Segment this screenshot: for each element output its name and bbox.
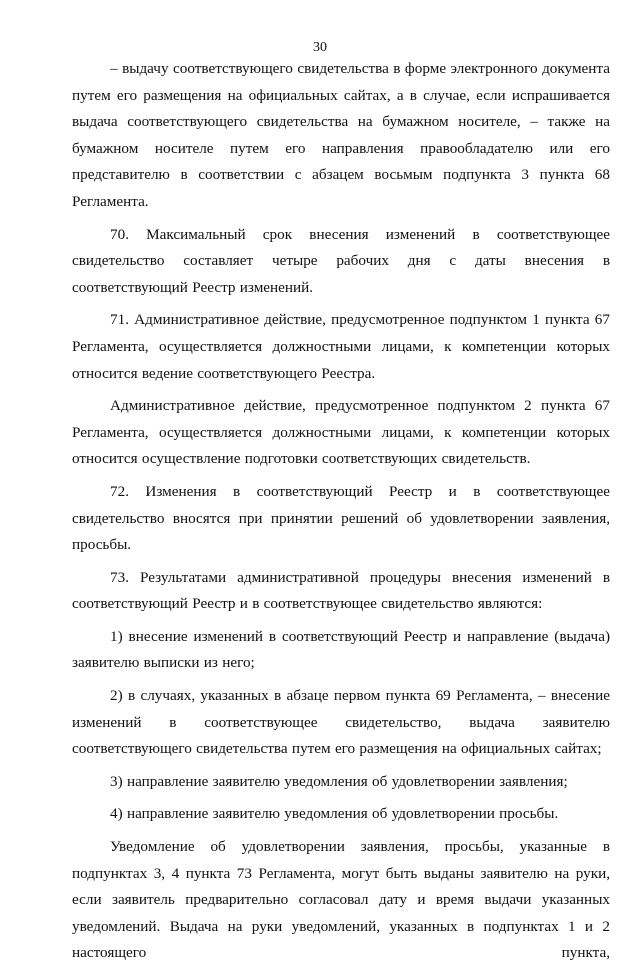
list-item-73-3: 3) направление заявителю уведомления об удовлетворении заявления; xyxy=(110,772,568,790)
list-item-73-2: 2) в случаях, указанных в абзаце первом пункта 69 Регламента, – внесение изменений в соответствующее свидетельство, выдача заявителю соответствующего свидетельства путем его размещения на официальных сайтах; xyxy=(72,687,610,758)
paragraph-issue-certificate: – выдачу соответствующего свидетельства в форме электронного документа путем его размещения на официальных сайтах, а в случае, если испрашивается выдача соответствующего свидетельства на бумажном носителе, – также на бумажном носителе путем его направления правообладателю или его представителю в соответствии с абзацем восьмым подпункта 3 пункта 68 Регламента. xyxy=(72,60,610,210)
paragraph-71: 71. Административное действие, предусмотренное подпунктом 1 пункта 67 Регламента, осуществляется должностными лицами, к компетенции которых относится ведение соответствующего Реестра. xyxy=(72,311,610,382)
paragraph-71-continued: Административное действие, предусмотренное подпунктом 2 пункта 67 Регламента, осуществляется должностными лицами, к компетенции которых относится осуществление подготовки соответствующих свидетельств. xyxy=(72,397,610,468)
paragraph-70: 70. Максимальный срок внесения изменений в соответствующее свидетельство составляет четыре рабочих дня с даты внесения в соответствующий Реестр изменений. xyxy=(72,225,610,296)
list-item-73-4: 4) направление заявителю уведомления об удовлетворении просьбы. xyxy=(110,805,559,823)
paragraph-notification: Уведомление об удовлетворении заявления, просьбы, указанные в подпунктах 3, 4 пункта 73 Регламента, могут быть выданы заявителю на руки, если заявитель предварительно согласовал дату и время выдачи указанных уведомлений. Выдача на руки уведомлений, указанных в подпунктах 1 и 2 настоящего пункта, xyxy=(72,838,610,962)
page-number: 30 xyxy=(313,40,327,55)
paragraph-72: 72. Изменения в соответствующий Реестр и в соответствующее свидетельство вносятся при принятии решений об удовлетворении заявления, просьбы. xyxy=(72,482,610,554)
list-item-73-1: 1) внесение изменений в соответствующий Реестр и направление (выдача) заявителю выписки из него; xyxy=(72,627,610,672)
paragraph-73: 73. Результатами административной процедуры внесения изменений в соответствующий Реестр и в соответствующее свидетельство являются: xyxy=(72,568,610,613)
document-body xyxy=(72,56,610,973)
